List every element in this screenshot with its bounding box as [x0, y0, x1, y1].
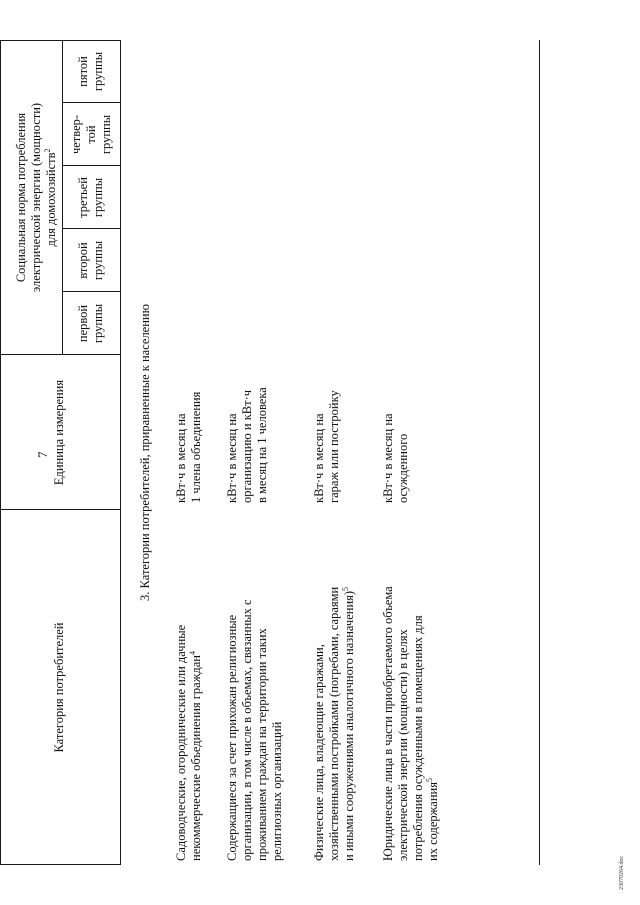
- row-3-category-l3-text: и иными сооружениями аналогичного назначения): [342, 590, 356, 861]
- row-3-category-l2: хозяйственными постройками (погребами, сараями: [327, 586, 341, 861]
- row-4-footnote: 5: [424, 778, 434, 783]
- group-third-l1: третьей: [76, 177, 90, 218]
- row-2-unit: [225, 355, 270, 503]
- row-1-category: [174, 516, 204, 861]
- rotated-table: [0, 40, 540, 865]
- row-1-unit: [174, 355, 204, 503]
- header-norm-footnote: 2: [42, 148, 52, 153]
- group-second-l1: второй: [76, 242, 90, 279]
- row-2-unit-l2: организацию и кВт·ч: [240, 389, 254, 503]
- row-3-unit-l2: гараж или постройку: [327, 390, 341, 503]
- group-fourth-l1: четвер-: [69, 114, 83, 155]
- group-fourth-l2: той: [84, 125, 98, 144]
- header-norm-line3-text: для домохозяйств: [44, 152, 58, 247]
- row-4-category-l1: Юридические лица в части приобретаемого объема: [381, 586, 395, 861]
- row-2-category-l3: проживанием граждан на территории таких: [255, 628, 269, 861]
- header-category: Категория потребителей: [52, 622, 66, 753]
- row-4-category-l4: [426, 516, 441, 861]
- group-third-l2: группы: [91, 177, 105, 218]
- row-1-unit-l2: 1 члена объединения: [189, 391, 203, 503]
- group-second-l2: группы: [91, 240, 105, 281]
- row-1-category-l2: [189, 516, 204, 861]
- row-2-unit-l3: в месяц на 1 человека: [255, 387, 269, 503]
- row-4-unit-l2: осужденного: [396, 433, 410, 503]
- row-1-footnote: 4: [187, 651, 197, 656]
- header-unit: Единица измерения: [52, 379, 66, 486]
- row-1-unit-l1: кВт·ч в месяц на: [174, 413, 188, 503]
- row-4-category-l2: электрической энергии (мощности) в целях: [396, 629, 410, 861]
- row-2-category-l1: Содержащиеся за счет прихожан религиозные: [225, 614, 239, 861]
- row-3-footnote: 5: [340, 586, 350, 591]
- group-first-l1: первой: [76, 304, 90, 343]
- table-header-bottom-border: [120, 40, 121, 865]
- row-3-category-l3: [342, 516, 357, 861]
- table-bottom-border: [539, 40, 540, 865]
- header-norm-line1: Социальная норма потребления: [14, 112, 28, 283]
- file-label: 23070264.doc: [619, 855, 625, 890]
- group-fourth: [69, 103, 114, 166]
- row-3-category: [312, 516, 357, 861]
- header-norm: [14, 40, 59, 355]
- row-2-unit-l1: кВт·ч в месяц на: [225, 413, 239, 503]
- group-first: [76, 292, 106, 355]
- row-2-category-l2: организации, в том числе в объемах, связанных с: [240, 599, 254, 861]
- header-norm-line3: [44, 40, 59, 355]
- group-fifth-l2: группы: [91, 51, 105, 92]
- row-4-category-l3: потребления осужденными в помещениях для: [411, 615, 425, 861]
- row-4-unit: [381, 355, 411, 503]
- norm-subheader-divider: [62, 40, 63, 355]
- row-1-category-l2-text: некоммерческие объединения граждан: [189, 655, 203, 861]
- group-fourth-l3: группы: [99, 114, 113, 155]
- row-2-category: [225, 516, 285, 861]
- row-3-unit-l1: кВт·ч в месяц на: [312, 413, 326, 503]
- group-second: [76, 229, 106, 292]
- group-third: [76, 166, 106, 229]
- row-3-unit: [312, 355, 342, 503]
- row-4-category: [381, 516, 441, 861]
- row-3-category-l1: Физические лица, владеющие гаражами,: [312, 644, 326, 861]
- row-4-unit-l1: кВт·ч в месяц на: [381, 413, 395, 503]
- header-norm-line2: электрической энергии (мощности): [29, 102, 43, 293]
- row-4-category-l4-text: их содержания: [426, 782, 440, 861]
- section-title: 3. Категории потребителей, приравненные к населению: [138, 304, 152, 601]
- row-1-category-l1: Садоводческие, огороднические или дачные: [174, 624, 188, 861]
- group-first-l2: группы: [91, 303, 105, 344]
- group-fifth-l1: пятой: [76, 56, 90, 87]
- group-fifth: [76, 40, 106, 103]
- page-number: 7: [35, 451, 50, 458]
- row-2-category-l4: религиозных организаций: [270, 721, 284, 861]
- table-top-border: [0, 40, 1, 865]
